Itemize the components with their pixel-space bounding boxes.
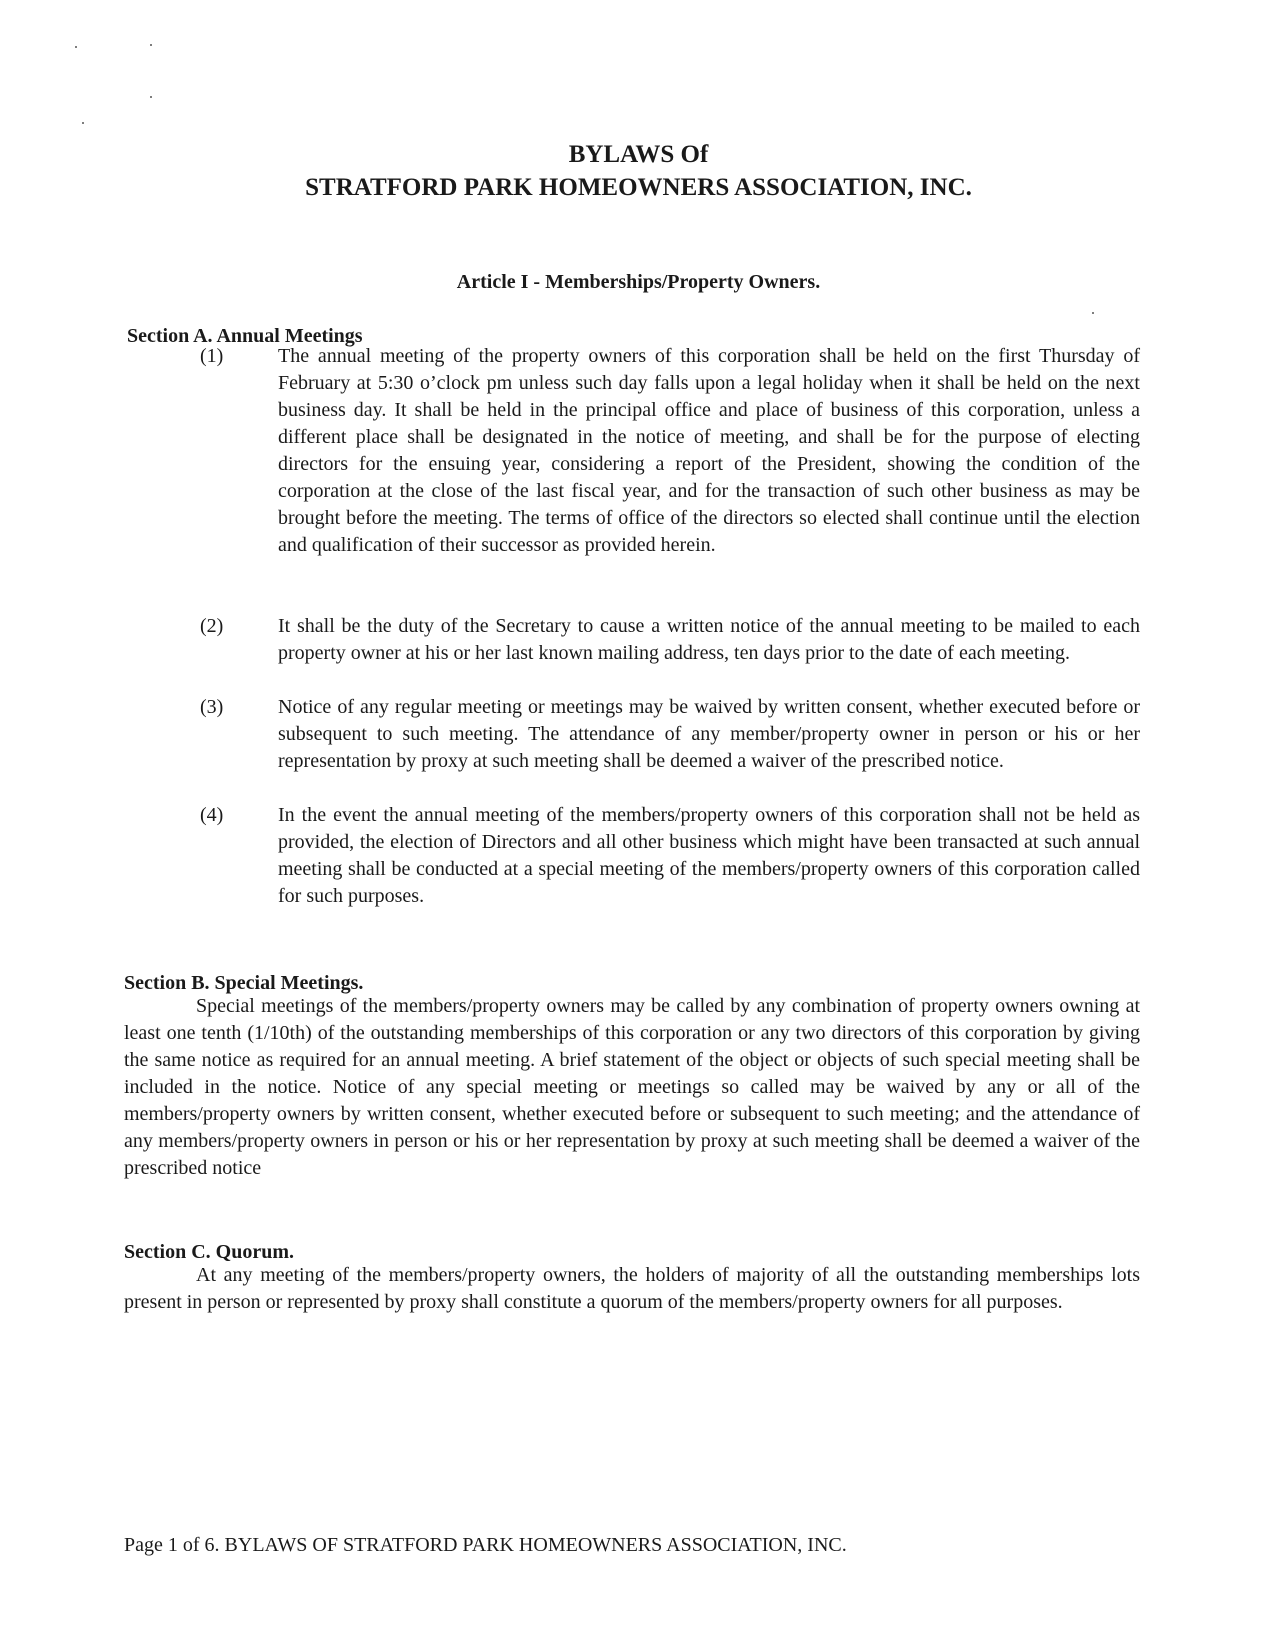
section-c-heading: Section C. Quorum. bbox=[124, 1241, 294, 1263]
article-heading: Article I - Memberships/Property Owners. bbox=[456, 271, 821, 293]
section-a-item-2 bbox=[200, 613, 1140, 667]
document-title-line-2: STRATFORD PARK HOMEOWNERS ASSOCIATION, INC. bbox=[305, 174, 972, 201]
section-a-item-4 bbox=[200, 802, 1140, 910]
item-number: (3) bbox=[200, 696, 224, 718]
section-b-paragraph: Special meetings of the members/property owners may be called by any combination of property owners owning at least one tenth (1/10th) of the outstanding memberships of this corporation or any two directors of this corporation by giving the same notice as required for an annual meeting. A brief statement of the object or objects of such special meeting shall be included in the notice. Notice of any special meeting or meetings so called may be waived by any or all of the members/property owners by written consent, whether executed before or subsequent to such meeting; and the attendance of any members/property owners in person or his or her representation by proxy at such meeting shall be deemed a waiver of the prescribed notice bbox=[124, 995, 1140, 1179]
item-number: (1) bbox=[200, 345, 224, 367]
item-text: In the event the annual meeting of the members/property owners of this corporation shall not be held as provided, the election of Directors and all other business which might have been transacted at such annual meeting shall be conducted at a special meeting of the members/property owners of this corporation called for such purposes. bbox=[278, 804, 1140, 907]
item-number: (4) bbox=[200, 804, 224, 826]
section-a-heading: Section A. Annual Meetings bbox=[127, 325, 363, 347]
item-text: Notice of any regular meeting or meetings may be waived by written consent, whether executed before or subsequent to such meeting. The attendance of any member/property owner in person or his or her representation by proxy at such meeting shall be deemed a waiver of the prescribed notice. bbox=[278, 696, 1140, 772]
scan-speck bbox=[82, 122, 84, 124]
section-a-item-3 bbox=[200, 694, 1140, 775]
document-title-line-1: BYLAWS Of bbox=[568, 141, 709, 168]
section-a-item-1 bbox=[200, 343, 1140, 559]
page-footer: Page 1 of 6. BYLAWS OF STRATFORD PARK HOMEOWNERS ASSOCIATION, INC. bbox=[124, 1534, 847, 1556]
scan-speck bbox=[1092, 312, 1094, 314]
scan-speck bbox=[75, 46, 77, 48]
scan-speck bbox=[150, 96, 152, 98]
section-c-paragraph: At any meeting of the members/property owners, the holders of majority of all the outstanding memberships lots present in person or represented by proxy shall constitute a quorum of the members/property owners for all purposes. bbox=[124, 1264, 1140, 1313]
item-text: The annual meeting of the property owners of this corporation shall be held on the first Thursday of February at 5:30 o’clock pm unless such day falls upon a legal holiday when it shall be held on the next business day. It shall be held in the principal office and place of business of this corporation, unless a different place shall be designated in the notice of meeting, and shall be for the purpose of electing directors for the ensuing year, considering a report of the President, showing the condition of the corporation at the close of the last fiscal year, and for the transaction of such other business as may be brought before the meeting. The terms of office of the directors so elected shall continue until the election and qualification of their successor as provided herein. bbox=[278, 345, 1140, 556]
item-number: (2) bbox=[200, 615, 224, 637]
section-b-heading: Section B. Special Meetings. bbox=[124, 972, 364, 994]
scan-speck bbox=[150, 44, 152, 46]
item-text: It shall be the duty of the Secretary to cause a written notice of the annual meeting to be mailed to each property owner at his or her last known mailing address, ten days prior to the date of each meeting. bbox=[278, 615, 1140, 664]
